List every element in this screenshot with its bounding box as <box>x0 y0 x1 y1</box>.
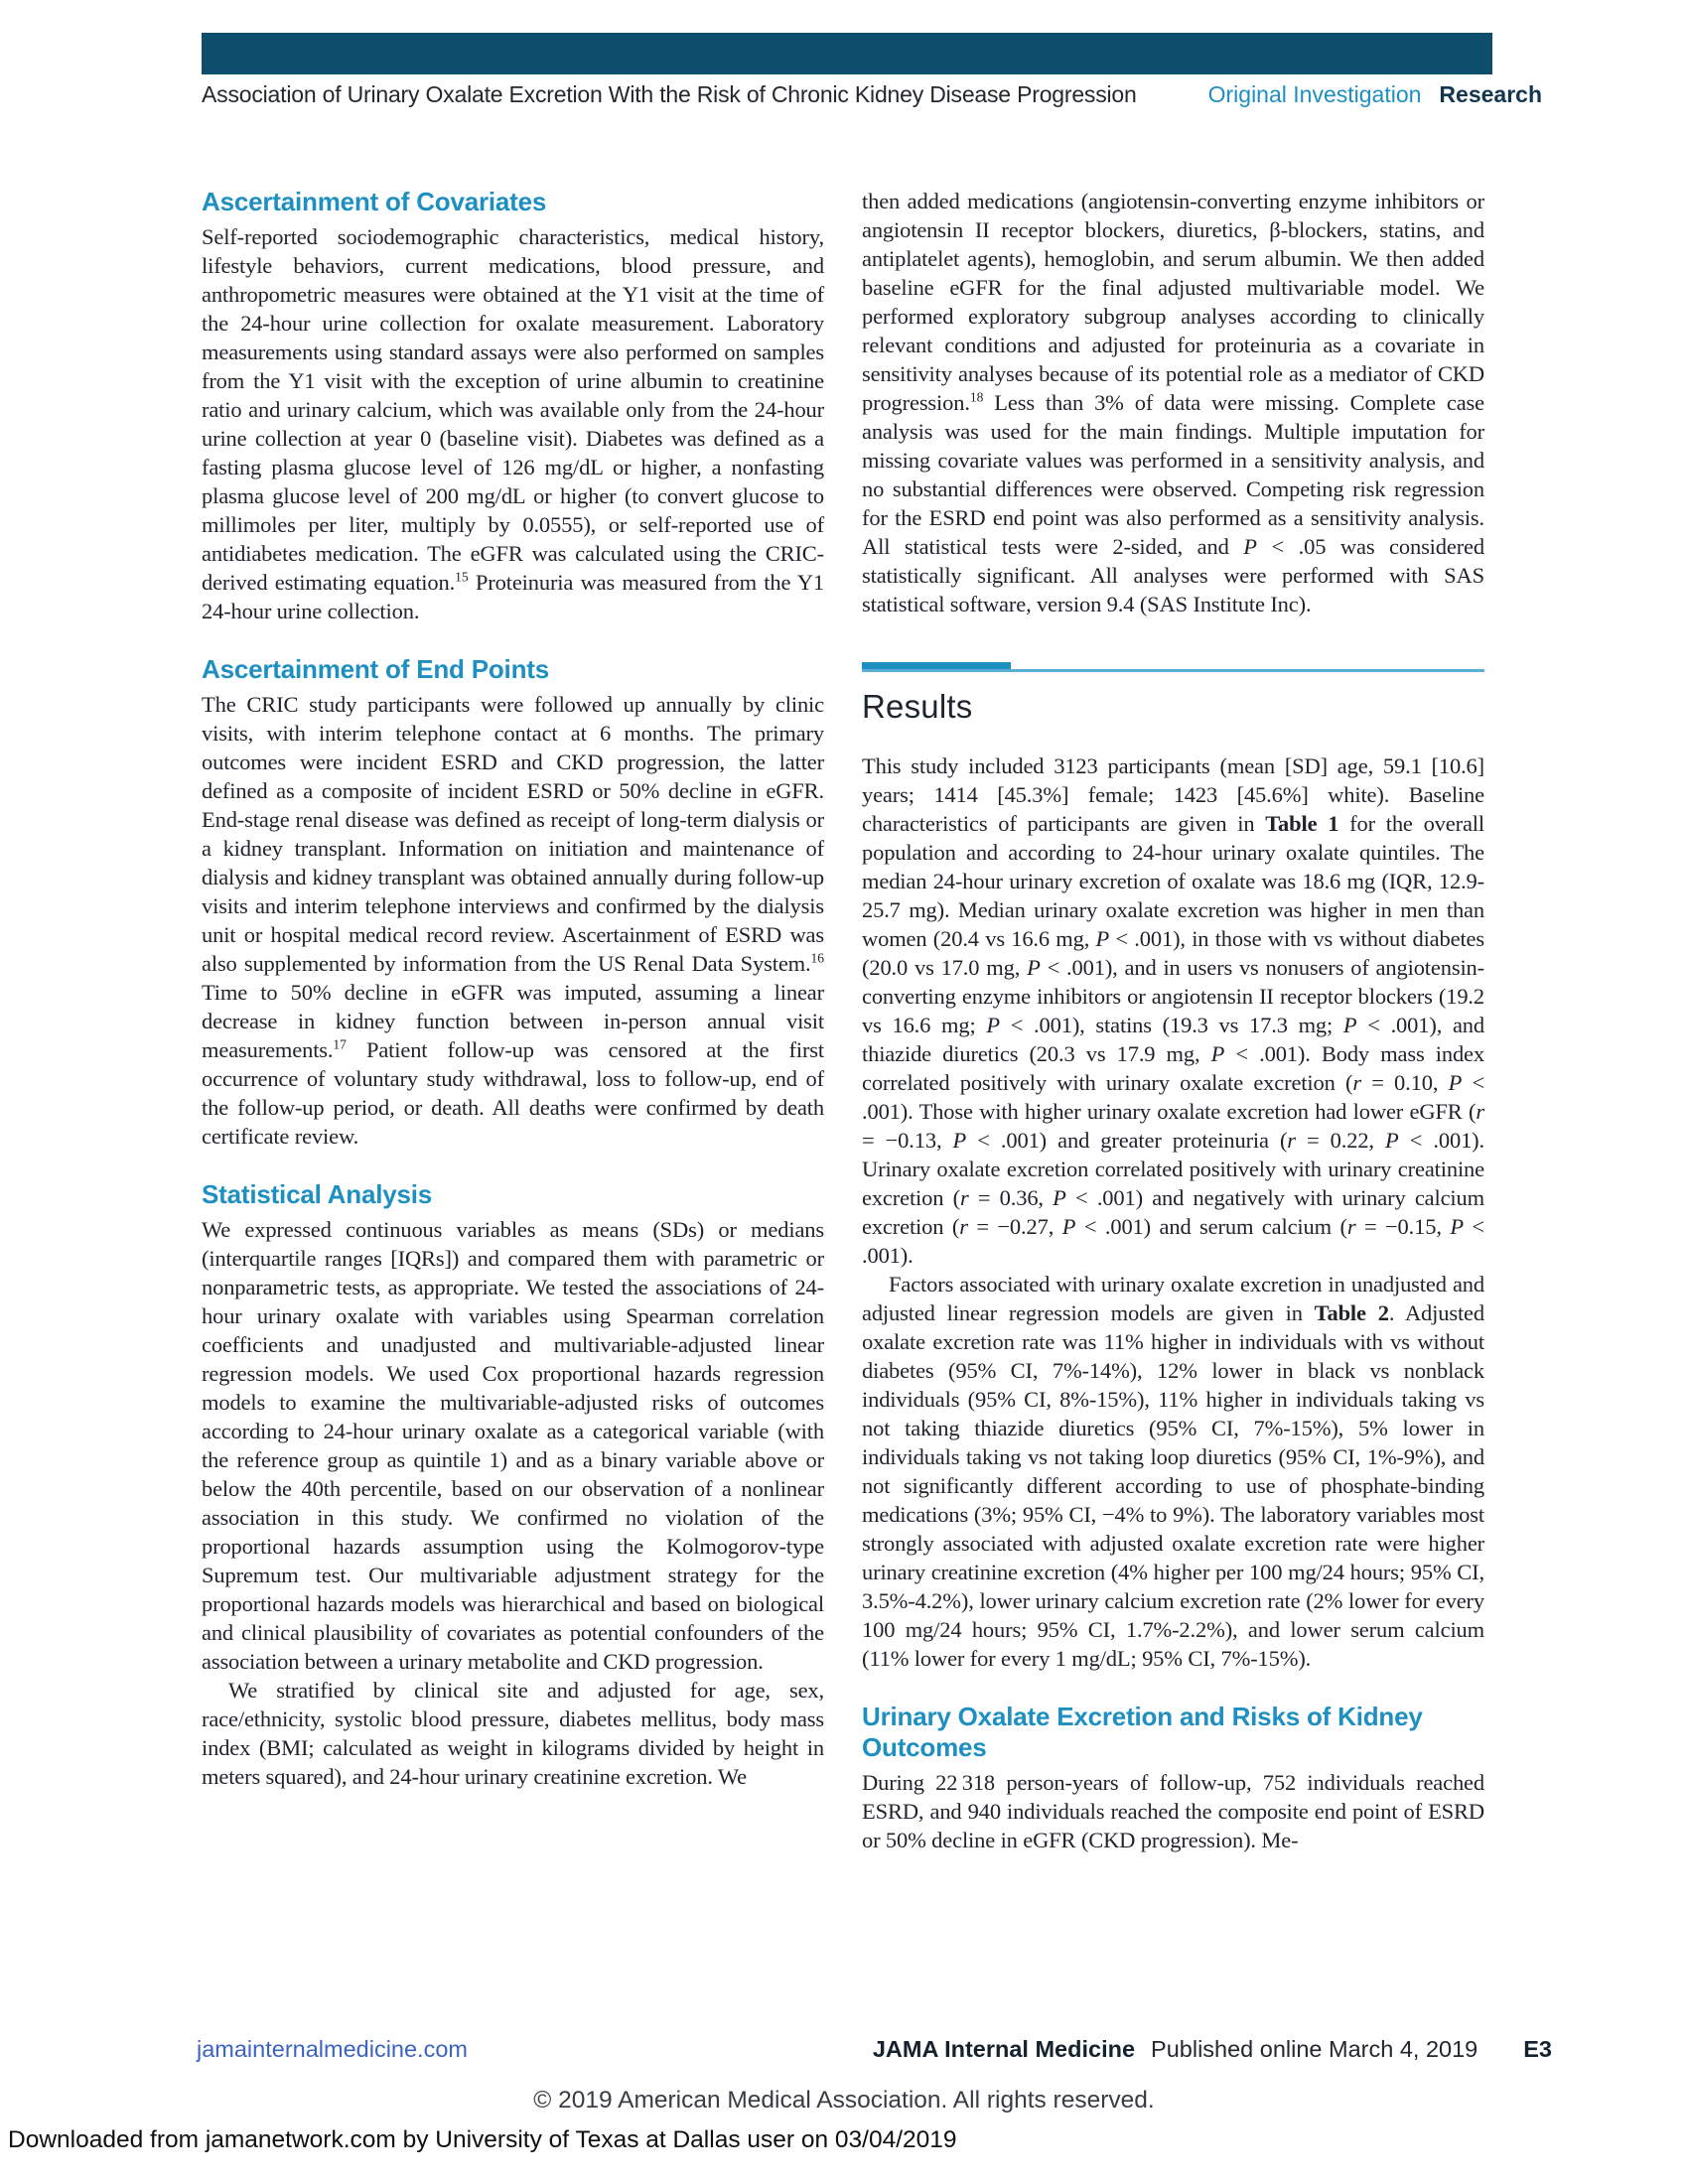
download-notice: Downloaded from jamanetwork.com by University of Texas at Dallas user on 03/04/2019 <box>8 2126 957 2153</box>
running-head <box>202 81 1542 108</box>
published-date: Published online March 4, 2019 <box>1151 2036 1478 2062</box>
paragraph-endpoints: The CRIC study participants were followed up annually by clinic visits, with interim telephone contact at 6 months. The primary outcomes were incident ESRD and CKD progression, the latter defined as a composite of incident ESRD or 50% decline in eGFR. End-stage renal disease was defined as receipt of long-term dialysis or a kidney transplant. Information on initiation and maintenance of dialysis and kidney transplant was obtained annually during follow-up visits and interim telephone interviews and confirmed by the dialysis unit or hospital medical record review. Ascertainment of ESRD was also supplemented by information from the US Renal Data System.$^{16}$ Time to 50% decline in eGFR was imputed, assuming a linear decrease in kidney function between in-person annual visit measurements.$^{17}$ Patient follow-up was censored at the first occurrence of voluntary study withdrawal, loss to follow-up, end of the follow-up period, or death. All deaths were confirmed by death certificate review. <box>202 692 824 1149</box>
right-column <box>862 187 1484 1854</box>
paragraph-oxalate-outcomes: During 22 318 person-years of follow-up, 752 individuals reached ESRD, and 940 individuals reached the composite end point of ESRD or 50% decline in eGFR (CKD progression). Me- <box>862 1770 1484 1852</box>
journal-name: JAMA Internal Medicine <box>872 2036 1136 2062</box>
paragraph-covariates: Self-reported sociodemographic characteristics, medical history, lifestyle behaviors, current medications, blood pressure, and anthropometric measures were obtained at the Y1 visit at the time of the 24-hour urine collection for oxalate measurement. Laboratory measurements using standard assays were also performed on samples from the Y1 visit with the exception of urine albumin to creatinine ratio and urinary calcium, which was available only from the 24-hour urine collection at year 0 (baseline visit). Diabetes was defined as a fasting plasma glucose level of 126 mg/dL or higher, a nonfasting plasma glucose level of 200 mg/dL or higher (to convert glucose to millimoles per liter, multiply by 0.0555), or self-reported use of antidiabetes medication. The eGFR was calculated using the CRIC-derived estimating equation.$^{15}$ Proteinuria was measured from the Y1 24-hour urine collection. <box>202 224 824 623</box>
page-footer <box>197 2036 1552 2063</box>
paragraph-results-1: This study included 3123 participants (mean [SD] age, 59.1 [10.6] years; 1414 [45.3%] female; 1423 [45.6%] white). Baseline characteristics of participants are given in Table 1 for the overall population and according to 24-hour urinary oxalate quintiles. The median 24-hour urinary excretion of oxalate was 18.6 mg (IQR, 12.9-25.7 mg). Median urinary oxalate excretion was higher in men than women (20.4 vs 16.6 mg, P < .001), in those with vs without diabetes (20.0 vs 17.0 mg, P < .001), and in users vs nonusers of angiotensin-converting enzyme inhibitors or angiotensin II receptor blockers (19.2 vs 16.6 mg; P < .001), statins (19.3 vs 17.3 mg; P < .001), and thiazide diuretics (20.3 vs 17.9 mg, P < .001). Body mass index correlated positively with urinary oxalate excretion (r = 0.10, P < .001). Those with higher urinary oxalate excretion had lower eGFR (r = −0.13, P < .001) and greater proteinuria (r = 0.22, P < .001). Urinary oxalate excretion correlated positively with urinary creatinine excretion (r = 0.36, P < .001) and negatively with urinary calcium excretion (r = −0.27, P < .001) and serum calcium (r = −0.15, P < .001). <box>862 753 1485 1268</box>
results-heading: Results <box>862 688 973 725</box>
section-heading-covariates: Ascertainment of Covariates <box>202 187 547 216</box>
running-head-title: Association of Urinary Oxalate Excretion With the Risk of Chronic Kidney Disease Progression <box>202 81 1137 107</box>
journal-url-link[interactable]: jamainternalmedicine.com <box>197 2036 468 2062</box>
section-oxalate-outcomes <box>862 1702 1484 1854</box>
copyright-notice: © 2019 American Medical Association. All rights reserved. <box>533 2087 1155 2114</box>
header-banner <box>202 33 1492 74</box>
results-divider-rule <box>862 662 1484 672</box>
left-column <box>202 187 824 1791</box>
paragraph-results-2: Factors associated with urinary oxalate excretion in unadjusted and adjusted linear regression models are given in Table 2. Adjusted oxalate excretion rate was 11% higher in individuals with vs without diabetes (95% CI, 7%-14%), 12% lower in black vs nonblack individuals (95% CI, 8%-15%), 11% higher in individuals taking vs not taking thiazide diuretics (95% CI, 7%-15%), 5% lower in individuals taking vs not taking loop diuretics (95% CI, 1%-9%), and not significantly different according to use of phosphate-binding medications (3%; 95% CI, −4% to 9%). The laboratory variables most strongly associated with adjusted oxalate excretion rate were higher urinary creatinine excretion (4% higher per 100 mg/24 hours; 95% CI, 3.5%-4.2%), lower urinary calcium excretion rate (2% lower for every 100 mg/24 hours; 95% CI, 1.7%-2.2%), and lower serum calcium (11% lower for every 1 mg/dL; 95% CI, 7%-15%). <box>862 1272 1484 1671</box>
section-ascertainment-covariates <box>202 187 824 625</box>
footer-right-group <box>873 2036 1552 2063</box>
paragraph-statistical-1: We expressed continuous variables as means (SDs) or medians (interquartile ranges [IQRs]) and compared them with parametric or nonparametric tests, as appropriate. We tested the associations of 24-hour urinary oxalate with variables using Spearman correlation coefficients and unadjusted and multivariable-adjusted linear regression models. We used Cox proportional hazards regression models to examine the multivariable-adjusted risks of outcomes according to 24-hour urinary oxalate as a categorical variable (with the reference group as quintile 1) and as a binary variable above or below the 40th percentile, based on our observation of a nonlinear association in this study. We confirmed no violation of the proportional hazards assumption using the Kolmogorov-type Supremum test. Our multivariable adjustment strategy for the proportional hazards models was hierarchical and based on biological and clinical plausibility of covariates as potential confounders of the association between a urinary metabolite and CKD progression. <box>202 1217 824 1674</box>
running-head-category-group <box>1208 81 1542 108</box>
page-number: E3 <box>1523 2036 1552 2062</box>
paragraph-statistical-2: We stratified by clinical site and adjusted for age, sex, race/ethnicity, systolic blood pressure, diabetes mellitus, body mass index (BMI; calculated as weight in kilograms divided by height in meters squared), and 24-hour urinary creatinine excretion. We <box>202 1678 824 1789</box>
section-heading-oxalate-outcomes: Urinary Oxalate Excretion and Risks of Kidney Outcomes <box>862 1702 1423 1762</box>
rule-thin-segment <box>862 669 1484 672</box>
section-heading-statistical: Statistical Analysis <box>202 1179 433 1209</box>
section-statistical-analysis <box>202 1179 824 1791</box>
section-ascertainment-endpoints <box>202 654 824 1151</box>
section-label: Research <box>1439 81 1542 107</box>
section-heading-endpoints: Ascertainment of End Points <box>202 654 549 684</box>
category-label: Original Investigation <box>1207 81 1422 107</box>
paragraph-methods-continuation: then added medications (angiotensin-converting enzyme inhibitors or angiotensin II receptor blockers, diuretics, β-blockers, statins, and antiplatelet agents), hemoglobin, and serum albumin. We then added baseline eGFR for the final adjusted multivariable model. We performed exploratory subgroup analyses according to clinically relevant conditions and adjusted for proteinuria as a covariate in sensitivity analyses because of its potential role as a mediator of CKD progression.$^{18}$ Less than 3% of data were missing. Complete case analysis was used for the main findings. Multiple imputation for missing covariate values was performed in a sensitivity analysis, and no substantial differences were observed. Competing risk regression for the ESRD end point was also performed as a sensitivity analysis. All statistical tests were 2-sided, and P < .05 was considered statistically significant. All analyses were performed with SAS statistical software, version 9.4 (SAS Institute Inc). <box>862 189 1484 616</box>
